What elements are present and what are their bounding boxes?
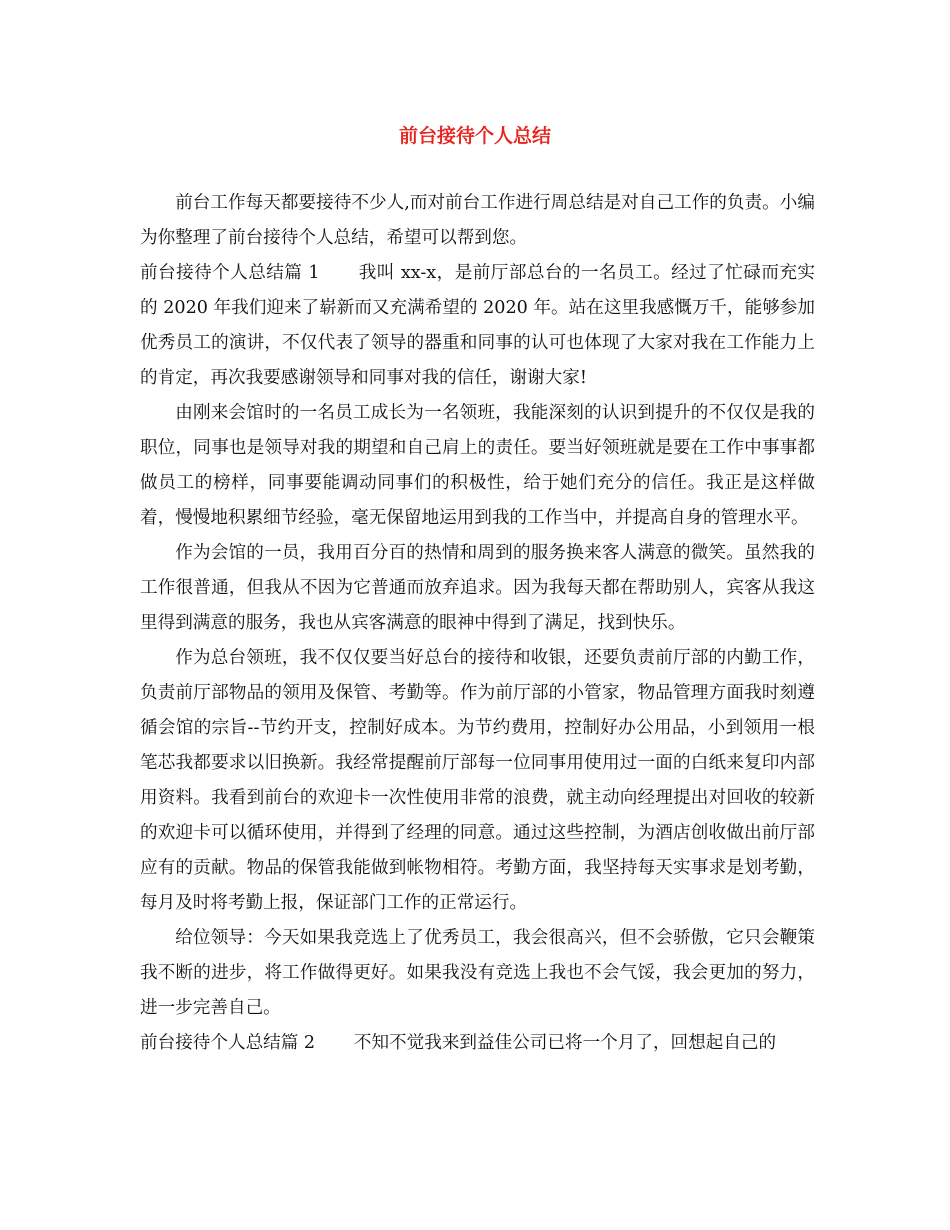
paragraph-intro bbox=[140, 186, 815, 256]
paragraph-promotion bbox=[140, 396, 815, 536]
paragraph-section-1-start bbox=[140, 256, 815, 396]
paragraph-text: 给位领导：今天如果我竞选上了优秀员工，我会很高兴，但不会骄傲，它只会鞭策我不断的进步，将工作做得更好。如果我没有竞选上我也不会气馁，我会更加的努力，进一步完善自己。 bbox=[140, 928, 815, 1018]
paragraph-text: 由刚来会馆时的一名员工成长为一名领班，我能深刻的认识到提升的不仅仅是我的职位，同事也是领导对我的期望和自己肩上的责任。要当好领班就是要在工作中事事都做员工的榜样，同事要能调动同事们的积极性，给于她们充分的信任。我正是这样做着，慢慢地积累细节经验，毫无保留地运用到我的工作当中，并提高自身的管理水平。 bbox=[140, 403, 815, 528]
paragraph-closing bbox=[140, 921, 815, 1026]
paragraph-text: 作为总台领班，我不仅仅要当好总台的接待和收银，还要负责前厅部的内勤工作，负责前厅部物品的领用及保管、考勤等。作为前厅部的小管家，物品管理方面我时刻遵循会馆的宗旨--节约开支，控制好成本。为节约费用，控制好办公用品，小到领用一根笔芯我都要求以旧换新。我经常提醒前厅部每一位同事用使用过一面的白纸来复印内部用资料。我看到前台的欢迎卡一次性使用非常的浪费，就主动向经理提出对回收的较新的欢迎卡可以循环使用，并得到了经理的同意。通过这些控制，为酒店创收做出前厅部应有的贡献。物品的保管我能做到帐物相符。考勤方面，我坚持每天实事求是划考勤，每月及时将考勤上报，保证部门工作的正常运行。 bbox=[140, 648, 815, 913]
paragraph-text: 我叫 xx-x，是前厅部总台的一名员工。经过了忙碌而充实的 2020 年我们迎来了崭新而又充满希望的 2020 年。站在这里我感慨万千，能够参加优秀员工的演讲，不仅代表了领导的器重和同事的认可也体现了大家对我在工作能力上的肯定，再次我要感谢领导和同事对我的信任，谢谢大家! bbox=[140, 263, 815, 388]
paragraph-text: 前台工作每天都要接待不少人,而对前台工作进行周总结是对自己工作的负责。小编为你整理了前台接待个人总结，希望可以帮到您。 bbox=[140, 193, 815, 248]
paragraph-text: 作为会馆的一员，我用百分百的热情和周到的服务换来客人满意的微笑。虽然我的工作很普通，但我从不因为它普通而放弃追求。因为我每天都在帮助别人，宾客从我这里得到满意的服务，我也从宾客满意的眼神中得到了满足，找到快乐。 bbox=[140, 543, 815, 633]
paragraph-duties bbox=[140, 641, 815, 921]
section-heading-2: 前台接待个人总结篇 2 bbox=[140, 1033, 316, 1053]
paragraph-service bbox=[140, 536, 815, 641]
paragraph-section-2-start bbox=[140, 1026, 815, 1061]
document-body bbox=[140, 186, 815, 1061]
section-heading-1: 前台接待个人总结篇 1 bbox=[140, 263, 320, 283]
paragraph-text: 不知不觉我来到益佳公司已将一个月了，回想起自己的 bbox=[353, 1033, 777, 1053]
document-title: 前台接待个人总结 bbox=[398, 125, 551, 147]
